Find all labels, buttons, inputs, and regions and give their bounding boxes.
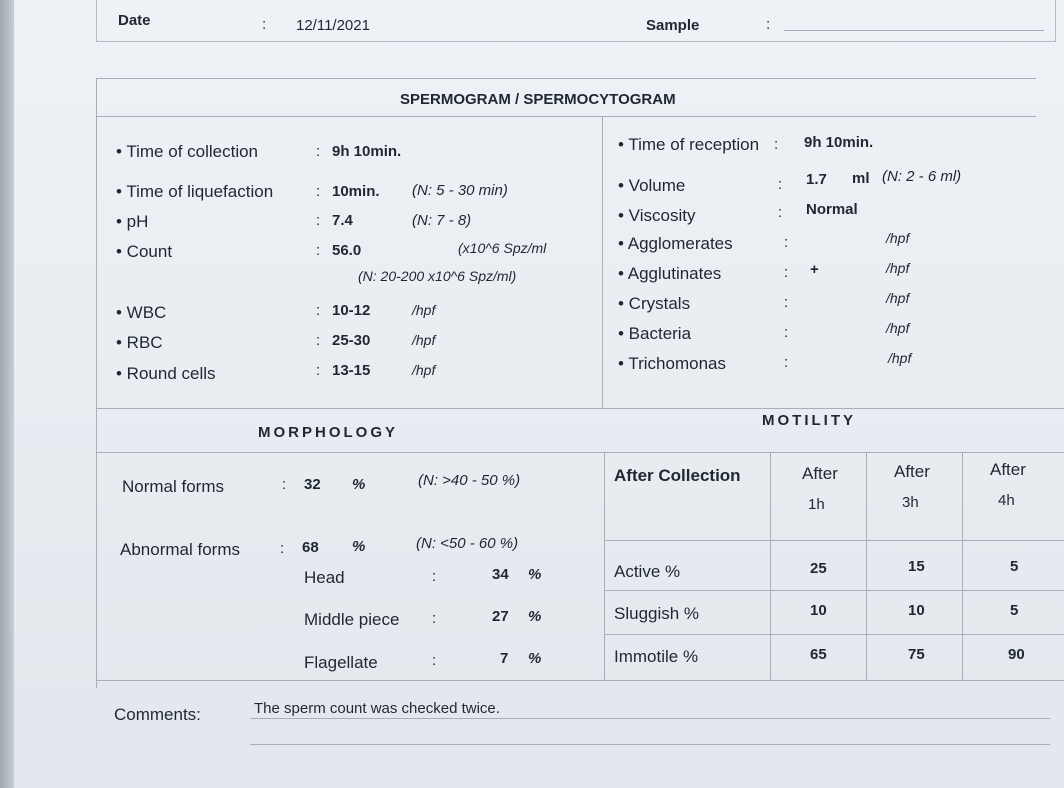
motility-cell: 25 [810, 560, 827, 577]
param-label-volume: • Volume [618, 176, 686, 195]
morph-sub-label-head: Head [304, 568, 345, 587]
param-label-trichomonas: • Trichomonas [618, 354, 726, 373]
param-label-crystals: • Crystals [618, 294, 691, 313]
motility-col-bottom-3h: 3h [902, 494, 919, 511]
param-colon: : [316, 302, 321, 319]
abnormal-forms-unit: % [352, 538, 366, 555]
param-label-count: • Count [116, 242, 173, 261]
morph-sub-value-flagellate: 7 [500, 650, 509, 667]
morph-sub-value-middle-piece: 27 [492, 608, 509, 625]
motility-col-top-4h: After [990, 460, 1026, 479]
morph-sub-colon: : [432, 610, 437, 627]
motility-col-top-3h: After [894, 462, 930, 481]
param-unit-agglomerates: /hpf [886, 230, 910, 246]
abnormal-forms-range: (N: <50 - 60 %) [416, 535, 519, 552]
morph-sub-colon: : [432, 568, 437, 585]
header-box [96, 0, 1056, 42]
morph-sub-colon: : [432, 652, 437, 669]
param-colon: : [784, 264, 789, 281]
param-unit-volume: ml [852, 170, 870, 187]
report-sheet [14, 0, 1064, 788]
motility-row-divider-1 [604, 590, 1064, 591]
param-unit-rbc: /hpf [412, 332, 436, 348]
param-unit-crystals: /hpf [886, 290, 910, 306]
param-colon: : [316, 332, 321, 349]
param-colon: : [784, 354, 789, 371]
param-value-round-cells: 13-15 [332, 362, 371, 379]
param-colon: : [774, 136, 779, 153]
comments-underline-2 [250, 744, 1050, 745]
param-colon: : [316, 362, 321, 379]
comments-label: Comments: [114, 705, 201, 724]
params-bottom-border [96, 408, 1064, 409]
param-value-time-liquefaction: 10min. [332, 183, 380, 200]
normal-forms-value: 32 [304, 476, 321, 493]
morph-sub-label-middle-piece: Middle piece [304, 610, 400, 629]
param-colon: : [778, 176, 783, 193]
abnormal-forms-colon: : [280, 540, 285, 557]
param-label-time-liquefaction: • Time of liquefaction [116, 182, 274, 201]
param-label-bacteria: • Bacteria [618, 324, 692, 343]
normal-forms-unit: % [352, 476, 366, 493]
param-colon: : [316, 183, 321, 200]
motility-table-left-border [604, 452, 605, 680]
param-label-ph: • pH [116, 212, 149, 231]
param-label-agglomerates: • Agglomerates [618, 234, 733, 253]
comments-underline-1 [250, 718, 1050, 719]
param-unit-bacteria: /hpf [886, 320, 910, 336]
motility-col-divider-2 [866, 452, 867, 680]
motility-row-divider-2 [604, 634, 1064, 635]
param-unit-wbc: /hpf [412, 302, 436, 318]
param-colon: : [778, 204, 783, 221]
morph-sub-label-flagellate: Flagellate [304, 653, 378, 672]
param-value-time-reception: 9h 10min. [804, 134, 874, 151]
param-label-wbc: • WBC [116, 303, 167, 322]
param-colon: : [784, 234, 789, 251]
param-label-round-cells: • Round cells [116, 364, 216, 383]
param-value-time-collection: 9h 10min. [332, 143, 402, 160]
form-left-border [96, 78, 97, 688]
motility-col-divider-3 [962, 452, 963, 680]
param-colon: : [784, 294, 789, 311]
param-value-viscosity: Normal [806, 201, 858, 218]
sample-underline [784, 30, 1044, 31]
param-colon: : [316, 212, 321, 229]
param-value-volume: 1.7 [806, 171, 827, 188]
date-value: 12/11/2021 [296, 17, 370, 34]
param-label-time-collection: • Time of collection [116, 142, 259, 161]
motility-row-label-active: Active % [614, 562, 681, 581]
motility-row-label-sluggish: Sluggish % [614, 604, 700, 623]
param-colon: : [316, 143, 321, 160]
report-title: SPERMOGRAM / SPERMOCYTOGRAM [400, 91, 676, 108]
param-normal-volume: (N: 2 - 6 ml) [882, 168, 962, 185]
param-label-rbc: • RBC [116, 333, 163, 352]
morph-sub-value-head: 34 [492, 566, 509, 583]
motility-cell: 10 [908, 602, 925, 619]
section-header-bottom-border [96, 452, 1064, 453]
abnormal-forms-label: Abnormal forms [120, 540, 240, 559]
param-unit-trichomonas: /hpf [888, 350, 912, 366]
motility-heading: MOTILITY [762, 412, 856, 429]
param-unit-count: (x10^6 Spz/ml [458, 240, 547, 256]
param-normal-count: (N: 20-200 x10^6 Spz/ml) [358, 268, 517, 284]
param-normal-time-liquefaction: (N: 5 - 30 min) [412, 182, 508, 199]
motility-row-label-immotile: Immotile % [614, 647, 699, 666]
comments-text: The sperm count was checked twice. [254, 700, 500, 717]
title-bottom-border [96, 116, 1036, 117]
param-value-wbc: 10-12 [332, 302, 371, 319]
motility-table-bottom [96, 680, 1064, 681]
param-value-rbc: 25-30 [332, 332, 371, 349]
param-colon: : [784, 324, 789, 341]
morph-sub-unit-head: % [528, 566, 542, 583]
motility-cell: 75 [908, 646, 925, 663]
param-label-viscosity: • Viscosity [618, 206, 696, 225]
motility-cell: 65 [810, 646, 827, 663]
motility-cell: 15 [908, 558, 925, 575]
param-value-ph: 7.4 [332, 212, 353, 229]
sample-colon: : [766, 16, 771, 33]
normal-forms-label: Normal forms [122, 477, 225, 496]
morphology-heading: MORPHOLOGY [258, 424, 399, 441]
motility-col-top-1h: After [802, 464, 838, 483]
normal-forms-colon: : [282, 476, 287, 493]
sample-label: Sample [646, 17, 700, 34]
paper-shadow-edge [0, 0, 14, 788]
date-colon: : [262, 16, 267, 33]
motility-col-bottom-1h: 1h [808, 496, 825, 513]
motility-cell: 90 [1008, 646, 1025, 663]
motility-cell: 5 [1010, 602, 1019, 619]
form-top-border [96, 78, 1036, 79]
param-colon: : [316, 242, 321, 259]
morph-sub-unit-flagellate: % [528, 650, 542, 667]
param-value-agglutinates: + [810, 261, 819, 278]
param-unit-round-cells: /hpf [412, 362, 436, 378]
morph-sub-unit-middle-piece: % [528, 608, 542, 625]
param-normal-ph: (N: 7 - 8) [412, 212, 472, 229]
normal-forms-range: (N: >40 - 50 %) [418, 472, 521, 489]
params-column-divider [602, 116, 603, 408]
motility-cell: 5 [1010, 558, 1019, 575]
motility-cell: 10 [810, 602, 827, 619]
param-label-time-reception: • Time of reception [618, 135, 760, 154]
date-label: Date [118, 12, 151, 29]
motility-header-bottom [604, 540, 1064, 541]
motility-col-divider-1 [770, 452, 771, 680]
param-value-count: 56.0 [332, 242, 362, 259]
motility-col-bottom-4h: 4h [998, 492, 1015, 509]
param-label-agglutinates: • Agglutinates [618, 264, 722, 283]
abnormal-forms-value: 68 [302, 539, 319, 556]
motility-col-header: After Collection [614, 466, 741, 485]
param-unit-agglutinates: /hpf [886, 260, 910, 276]
